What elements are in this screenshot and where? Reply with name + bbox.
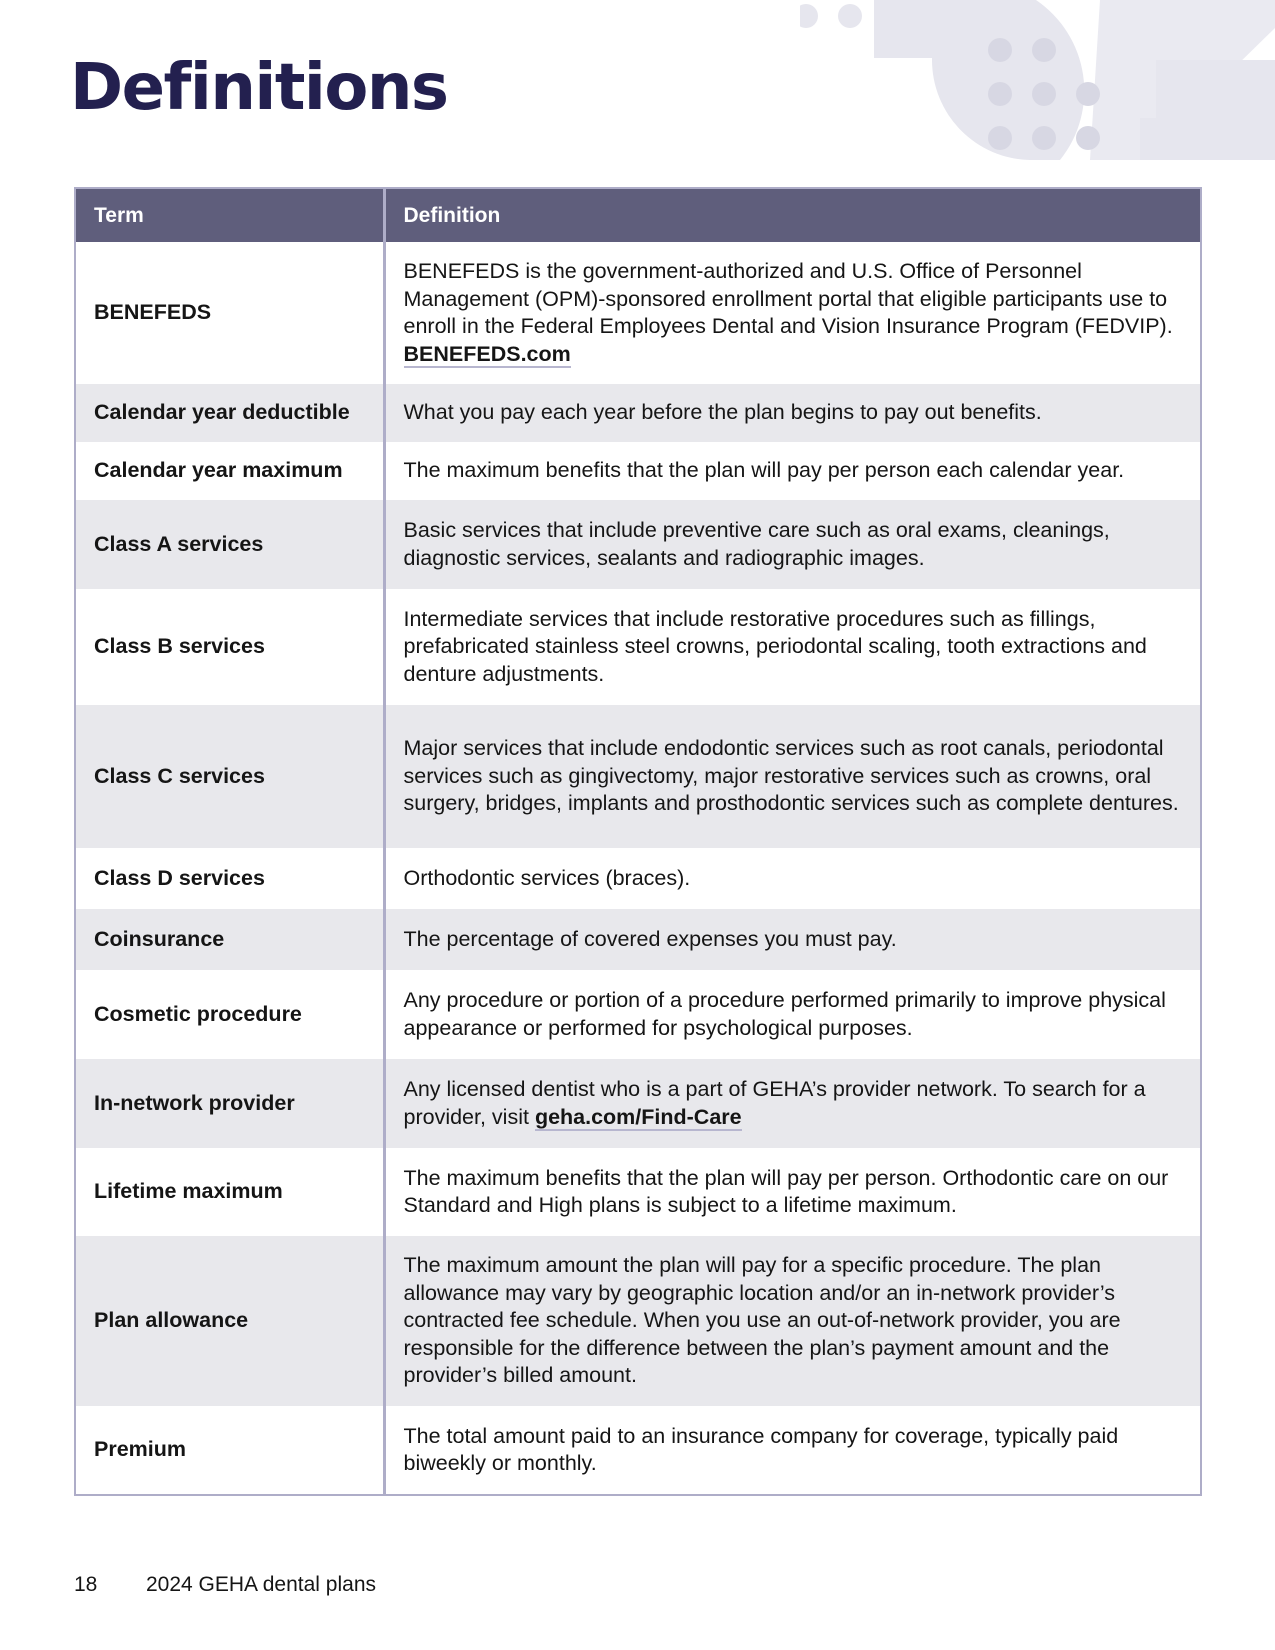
table-row <box>75 1148 1201 1236</box>
table-row <box>75 384 1201 442</box>
definition-cell: Intermediate services that include restorative procedures such as fillings, prefabricated stainless steel crowns, periodontal scaling, tooth extractions and denture adjustments. <box>403 606 1147 686</box>
table-row <box>75 909 1201 970</box>
term-cell: BENEFEDS <box>75 242 384 384</box>
definition-cell: The maximum benefits that the plan will pay per person. Orthodontic care on our Standard and High plans is subject to a lifetime maximum. <box>403 1165 1169 1217</box>
table-row <box>75 705 1201 848</box>
definition-cell: The maximum benefits that the plan will pay per person each calendar year. <box>403 458 1125 483</box>
table-row <box>75 500 1201 589</box>
definition-cell: What you pay each year before the plan begins to pay out benefits. <box>384 384 1201 442</box>
table-header-row <box>75 188 1201 242</box>
page-footer <box>74 1573 376 1597</box>
table-row <box>75 242 1201 384</box>
table-row <box>75 442 1201 500</box>
page-title: Definitions <box>70 51 448 125</box>
footer-text: 2024 GEHA dental plans <box>146 1573 376 1596</box>
term-cell: Class C services <box>75 705 384 848</box>
term-cell: Class D services <box>75 848 384 909</box>
term-cell: In-network provider <box>75 1059 384 1148</box>
definition-cell: Any procedure or portion of a procedure performed primarily to improve physical appearance or performed for psychological purposes. <box>403 988 1166 1040</box>
term-cell: Premium <box>75 1406 384 1495</box>
definitions-table <box>74 187 1202 1496</box>
definition-text: Any licensed dentist who is a part of GEHA’s provider network. To search for a provider, visit <box>403 1077 1146 1129</box>
term-cell: Class A services <box>75 500 384 589</box>
table-row <box>75 970 1201 1059</box>
table-row <box>75 1406 1201 1495</box>
benefeds-link[interactable]: BENEFEDS.com <box>403 341 571 366</box>
definition-cell: Basic services that include preventive care such as oral exams, cleanings, diagnostic services, sealants and radiographic images. <box>384 500 1201 589</box>
find-care-link[interactable]: geha.com/Find-Care <box>534 1104 742 1129</box>
term-cell: Class B services <box>75 589 384 705</box>
page-number: 18 <box>74 1573 98 1596</box>
term-cell: Coinsurance <box>75 909 384 970</box>
term-cell: Calendar year maximum <box>75 442 384 500</box>
column-header-definition: Definition <box>384 188 1201 242</box>
definition-text: BENEFEDS is the government-authorized and U.S. Office of Personnel Management (OPM)-sponsored enrollment portal that eligible participants use to enroll in the Federal Employees Dental and Vision Insurance Program (FEDVIP). <box>403 259 1173 338</box>
definition-cell: The percentage of covered expenses you must pay. <box>384 909 1201 970</box>
term-cell: Lifetime maximum <box>75 1148 384 1236</box>
table-row <box>75 1059 1201 1148</box>
term-cell: Cosmetic procedure <box>75 970 384 1059</box>
table-row <box>75 848 1201 909</box>
term-cell: Calendar year deductible <box>75 384 384 442</box>
definition-cell <box>384 242 1201 384</box>
column-header-term: Term <box>75 188 384 242</box>
term-cell: Plan allowance <box>75 1236 384 1406</box>
definition-cell: The total amount paid to an insurance company for coverage, typically paid biweekly or monthly. <box>403 1423 1119 1475</box>
table-row <box>75 1236 1201 1406</box>
table-row <box>75 589 1201 705</box>
definition-cell: The maximum amount the plan will pay for a specific procedure. The plan allowance may vary by geographic location and/or an in-network provider’s contracted fee schedule. When you use an out-of-network provider, you are responsible for the difference between the plan’s payment amount and the provider’s billed amount. <box>384 1236 1201 1406</box>
definition-cell <box>384 1059 1201 1148</box>
definition-cell: Major services that include endodontic services such as root canals, periodontal services such as gingivectomy, major restorative services such as crowns, oral surgery, bridges, implants and prosthodontic services such as complete dentures. <box>384 705 1201 848</box>
decorative-pattern <box>800 0 1275 160</box>
definition-cell: Orthodontic services (braces). <box>403 865 691 890</box>
